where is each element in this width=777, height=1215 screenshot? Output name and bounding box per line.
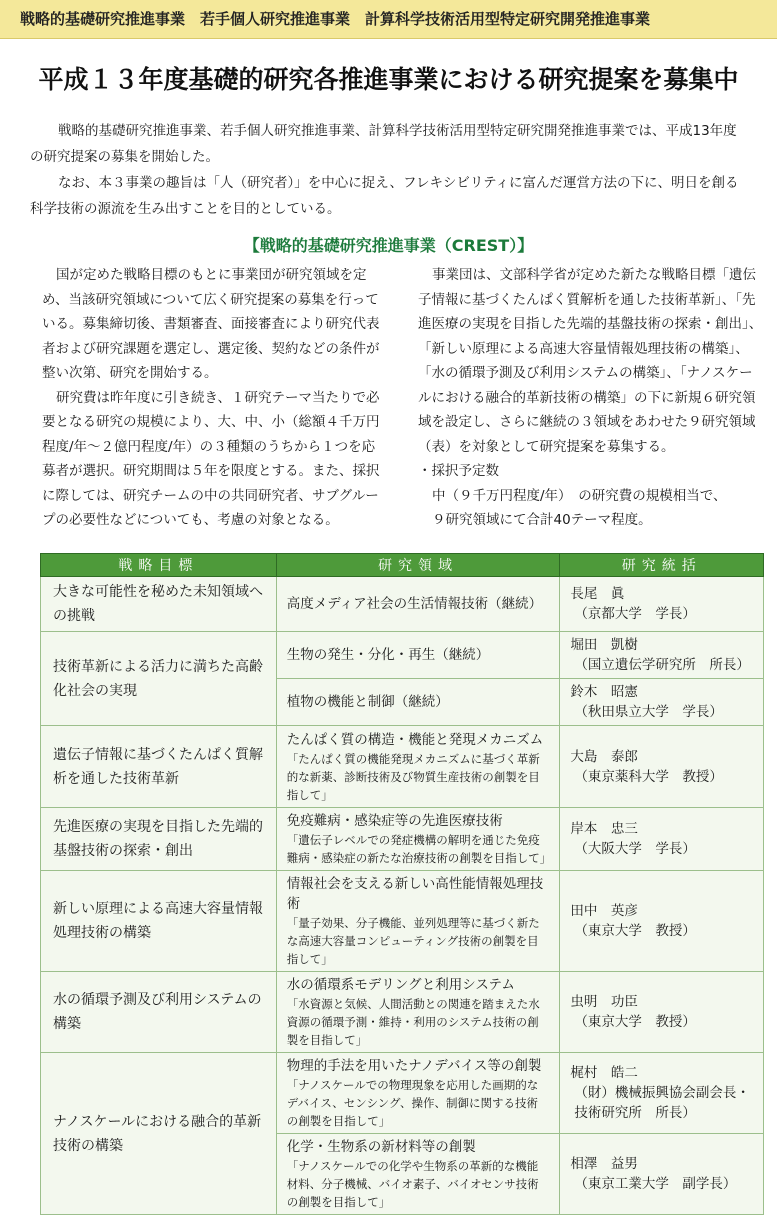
table-row bbox=[41, 1053, 764, 1134]
area-cell bbox=[276, 1053, 560, 1134]
area-cell bbox=[276, 1134, 560, 1215]
area-cell bbox=[276, 632, 560, 679]
research-areas-table bbox=[40, 553, 764, 1215]
lead-affiliation: （京都大学 学長） bbox=[574, 606, 696, 622]
area-cell bbox=[276, 871, 560, 972]
header-lead: 研究統括 bbox=[560, 554, 764, 577]
table-row bbox=[41, 871, 764, 972]
lead-affiliation: （国立遺伝学研究所 所長） bbox=[574, 657, 750, 673]
table-row bbox=[41, 632, 764, 679]
lead-cell bbox=[560, 726, 764, 808]
lead-cell bbox=[560, 1134, 764, 1215]
table-header-row bbox=[41, 554, 764, 577]
lead-affiliation: （東京工業大学 副学長） bbox=[574, 1176, 737, 1192]
lead-cell bbox=[560, 679, 764, 726]
intro-paragraph-2: なお、本３事業の趣旨は「人（研究者）」を中心に捉え、フレキシビリティに富んだ運営方法の下に、明日を創る科学技術の源流を生み出すことを目的としている。 bbox=[30, 175, 739, 217]
lead-affiliation: （大阪大学 学長） bbox=[574, 841, 696, 857]
lead-name: 鈴木 昭憲 bbox=[570, 684, 638, 700]
area-title: 免疫難病・感染症等の先進医療技術 bbox=[286, 813, 503, 829]
table-row bbox=[41, 577, 764, 632]
page-title: 平成１３年度基礎的研究各推進事業における研究提案を募集中 bbox=[38, 65, 739, 94]
research-areas-table-wrap bbox=[40, 553, 764, 1209]
lead-cell bbox=[560, 808, 764, 871]
area-description: 「水資源と気候、人間活動との関連を踏まえた水資源の循環予測・維持・利用のシステム技術の創製を目指して」 bbox=[286, 997, 540, 1047]
lead-cell bbox=[560, 871, 764, 972]
lead-cell bbox=[560, 972, 764, 1053]
goal-cell: 大きな可能性を秘めた未知領域への挑戦 bbox=[41, 577, 277, 632]
lead-affiliation: （秋田県立大学 学長） bbox=[574, 704, 723, 720]
lead-name: 大島 泰郎 bbox=[570, 748, 638, 765]
area-cell bbox=[276, 972, 560, 1053]
area-title: 情報社会を支える新しい高性能情報処理技術 bbox=[286, 876, 544, 912]
crest-left-paragraph-1: 国が定めた戦略目標のもとに事業団が研究領域を定め、当該研究領域について広く研究提案の募集を行っている。募集締切後、書類審査、面接審査により研究代表者および研究課題を選定し、選定後、契約などの条件が整い次第、研究を開始する。 bbox=[42, 267, 380, 381]
goal-cell: 遺伝子情報に基づくたんぱく質解析を通した技術革新 bbox=[41, 726, 277, 808]
lead-affiliation: （東京大学 教授） bbox=[574, 1014, 696, 1030]
intro-paragraph-1: 戦略的基礎研究推進事業、若手個人研究推進事業、計算科学技術活用型特定研究開発推進事業では、平成13年度の研究提案の募集を開始した。 bbox=[30, 123, 737, 165]
area-cell bbox=[276, 577, 560, 632]
lead-affiliation: （財）機械振興協会副会長・技術研究所 所長） bbox=[574, 1085, 750, 1121]
lead-cell bbox=[560, 632, 764, 679]
intro bbox=[30, 118, 750, 222]
goal-cell: 新しい原理による高速大容量情報処理技術の構築 bbox=[41, 871, 277, 972]
area-title: 生物の発生・分化・再生（継続） bbox=[286, 647, 490, 663]
lead-name: 堀田 凱樹 bbox=[570, 637, 638, 653]
area-description: 「ナノスケールでの物理現象を応用した画期的なデバイス、センシング、操作、制御に関する技術の創製を目指して」 bbox=[286, 1078, 539, 1128]
goal-cell: 先進医療の実現を目指した先端的基盤技術の探索・創出 bbox=[41, 808, 277, 871]
table-row bbox=[41, 726, 764, 808]
lead-name: 梶村 皓二 bbox=[570, 1065, 638, 1081]
lead-affiliation: （東京大学 教授） bbox=[574, 923, 696, 939]
crest-right-column bbox=[418, 263, 763, 533]
area-cell bbox=[276, 808, 560, 871]
table-row bbox=[41, 972, 764, 1053]
area-title: たんぱく質の構造・機能と発現メカニズム bbox=[286, 731, 544, 748]
area-description: 「遺伝子レベルでの発症機構の解明を通じた免疫難病・感染症の新たな治療技術の創製を目指して」 bbox=[286, 833, 552, 865]
area-title: 植物の機能と制御（継続） bbox=[286, 694, 449, 710]
area-title: 化学・生物系の新材料等の創製 bbox=[286, 1139, 476, 1155]
goal-cell: 水の循環予測及び利用システムの構築 bbox=[41, 972, 277, 1053]
area-description: 「量子効果、分子機能、並列処理等に基づく新たな高速大容量コンピューティング技術の創製を目指して」 bbox=[286, 916, 540, 966]
area-cell bbox=[276, 679, 560, 726]
goal-cell: ナノスケールにおける融合的革新技術の構築 bbox=[41, 1053, 277, 1215]
lead-name: 相澤 益男 bbox=[570, 1156, 638, 1172]
area-description: 「ナノスケールでの化学や生物系の革新的な機能材料、分子機械、バイオ素子、バイオセンサ技術の創製を目指して」 bbox=[286, 1159, 539, 1209]
header-goal: 戦略目標 bbox=[41, 554, 277, 577]
table-row bbox=[41, 808, 764, 871]
area-title: 水の循環系モデリングと利用システム bbox=[286, 977, 515, 993]
area-title: 物理的手法を用いたナノデバイス等の創製 bbox=[286, 1058, 542, 1074]
header-band bbox=[0, 0, 777, 39]
header-area: 研究領域 bbox=[276, 554, 560, 577]
lead-name: 虫明 功臣 bbox=[570, 994, 638, 1010]
goal-cell: 技術革新による活力に満ちた高齢化社会の実現 bbox=[41, 632, 277, 726]
crest-left-column bbox=[42, 263, 387, 533]
crest-heading: 【戦略的基礎研究推進事業（CREST）】 bbox=[243, 236, 534, 255]
crest-left-paragraph-2: 研究費は昨年度に引き続き、１研究テーマ当たりで必要となる研究の規模により、大、中、小（総額４千万円程度/年〜２億円程度/年）の３種類のうちから１つを応募者が選択。研究期間は５年を限度とする。また、採択に際しては、研究チームの中の共同研究者、サブグループの必要性などについても、考慮の対象となる。 bbox=[42, 389, 380, 528]
lead-name: 長尾 眞 bbox=[570, 586, 625, 602]
lead-name: 田中 英彦 bbox=[570, 903, 638, 919]
adoption-count-label: ・採択予定数 bbox=[418, 463, 499, 479]
header-programs: 戦略的基礎研究推進事業 若手個人研究推進事業 計算科学技術活用型特定研究開発推進事業 bbox=[20, 10, 651, 28]
lead-affiliation: （東京薬科大学 教授） bbox=[574, 768, 723, 785]
adoption-count-line-1: 中（９千万円程度/年） の研究費の規模相当で、 bbox=[432, 487, 727, 504]
area-cell bbox=[276, 726, 560, 808]
adoption-count-line-2: ９研究領域にて合計40テーマ程度。 bbox=[432, 512, 652, 528]
lead-name: 岸本 忠三 bbox=[570, 821, 638, 837]
area-title: 高度メディア社会の生活情報技術（継続） bbox=[286, 596, 543, 612]
lead-cell bbox=[560, 1053, 764, 1134]
area-description: 「たんぱく質の機能発現メカニズムに基づく革新的な新薬、診断技術及び物質生産技術の創製を目指して」 bbox=[286, 751, 540, 802]
crest-right-paragraph-1: 事業団は、文部科学省が定めた新たな戦略目標「遺伝子情報に基づくたんぱく質解析を通した技術革新」、「先進医療の実現を目指した先端的基盤技術の探索・創出」、「新しい原理による高速大容量情報処理技術の構築」、「水の循環予測及び利用システムの構築」、「ナノスケールにおける融合的革新技術の構築」の下に新規６研究領域を設定し、さらに継続の３領域をあわせた９研究領域（表）を対象として研究提案を募集する。 bbox=[418, 267, 763, 455]
lead-cell bbox=[560, 577, 764, 632]
